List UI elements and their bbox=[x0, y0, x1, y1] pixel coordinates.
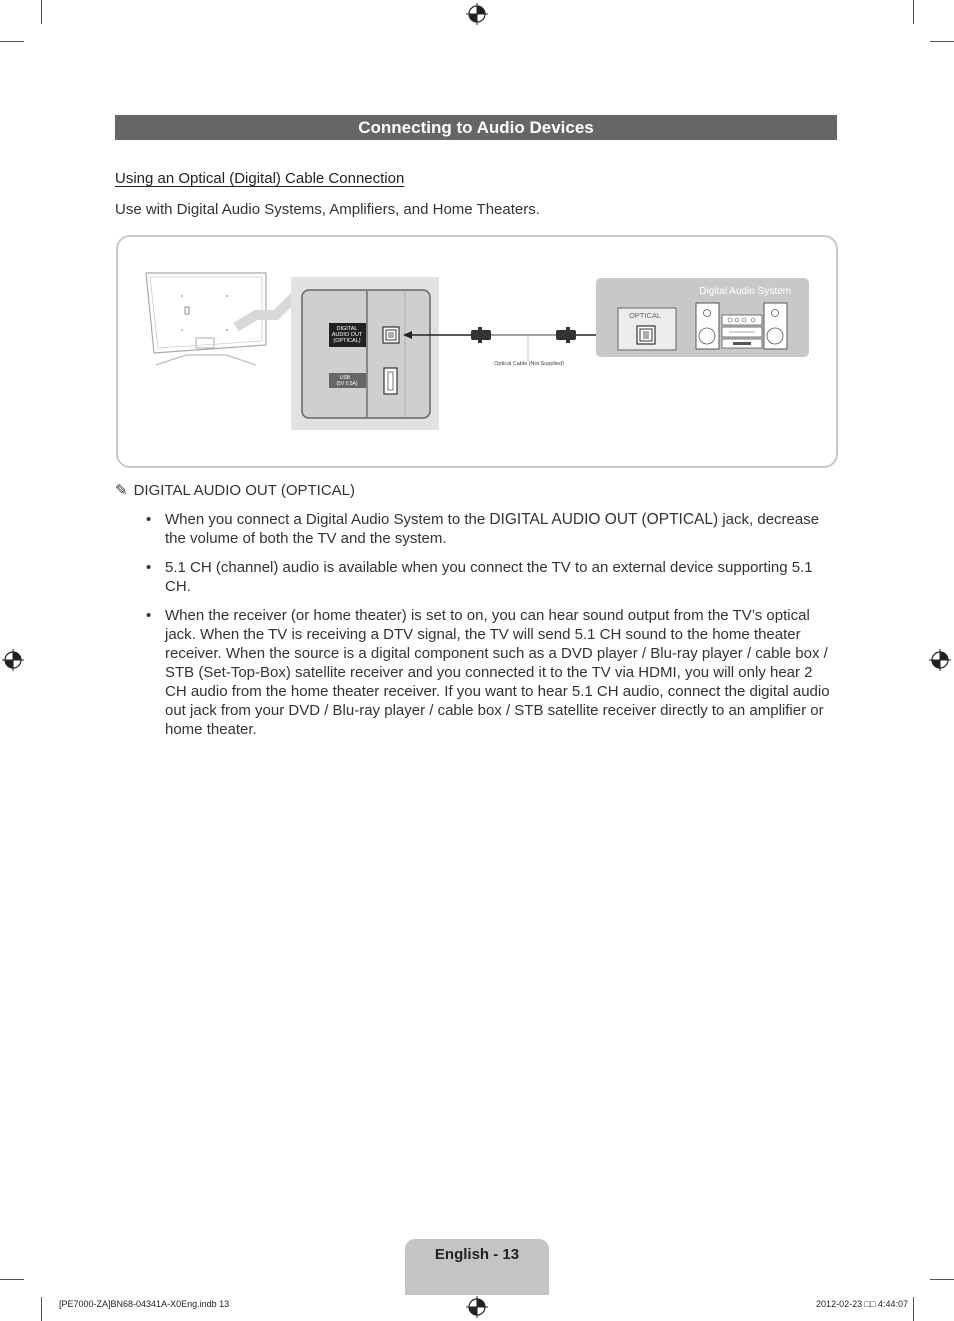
bullet-icon: • bbox=[146, 511, 152, 528]
crop-mark bbox=[913, 0, 914, 24]
subheading: Using an Optical (Digital) Cable Connection bbox=[115, 170, 405, 187]
crop-mark bbox=[930, 1279, 954, 1280]
digital-audio-out-label-2: AUDIO OUT bbox=[331, 332, 363, 338]
usb-label-1: USB bbox=[339, 375, 351, 381]
registration-mark-icon bbox=[466, 3, 488, 25]
footer-timestamp: 2012-02-23 □□ 4:44:07 bbox=[816, 1299, 908, 1309]
tv-back-icon bbox=[146, 273, 296, 365]
list-item bbox=[140, 606, 832, 739]
bullet-icon: • bbox=[146, 607, 152, 624]
bullet-text: When you connect a Digital Audio System to the bbox=[165, 511, 490, 528]
bullet-text: 5.1 CH (channel) audio is available when you connect the TV to an external device supporting 5.1 CH. bbox=[165, 559, 813, 595]
crop-mark bbox=[41, 0, 42, 24]
bullet-text: jack, decrease the volume of both the TV and the system. bbox=[165, 511, 820, 547]
digital-audio-out-label-3: (OPTICAL) bbox=[333, 338, 361, 344]
bullet-text: When the receiver (or home theater) is set to on, you can hear sound output from the TV’s optical jack. When the TV is receiving a DTV signal, the TV will send 5.1 CH sound to the home theater receiver. When the source is a digital component such as a DVD player / Blu-ray player / cable box / STB (Set-Top-Box) satellite receiver and you connected it to the TV via HDMI, you will only hear 2 CH audio from the home theater receiver. If you want to hear 5.1 CH audio, connect the digital audio out jack from your DVD / Blu-ray player / cable box / STB satellite receiver directly to an amplifier or home theater. bbox=[165, 607, 830, 738]
digital-audio-out-label-1: DIGITAL bbox=[336, 326, 358, 332]
crop-mark bbox=[0, 1279, 24, 1280]
intro-text: Use with Digital Audio Systems, Amplifiers, and Home Theaters. bbox=[115, 201, 540, 218]
optical-input-icon bbox=[637, 326, 655, 344]
crop-mark bbox=[41, 1297, 42, 1321]
registration-mark-icon bbox=[466, 1296, 488, 1318]
note-heading bbox=[115, 481, 355, 499]
bullet-icon: • bbox=[146, 559, 152, 576]
section-title: Connecting to Audio Devices bbox=[115, 115, 837, 140]
optical-port-label: OPTICAL bbox=[628, 311, 662, 320]
cable-label: Optical Cable (Not Supplied) bbox=[494, 361, 564, 367]
page-number: English - 13 bbox=[434, 1246, 520, 1263]
registration-mark-icon bbox=[2, 649, 24, 671]
audio-system-label: Digital Audio System bbox=[699, 286, 791, 297]
crop-mark bbox=[913, 1297, 914, 1321]
usb-port-icon bbox=[384, 368, 397, 394]
crop-mark bbox=[0, 41, 24, 42]
bullet-emphasis: DIGITAL AUDIO OUT (OPTICAL) bbox=[489, 511, 719, 528]
connection-diagram-art bbox=[116, 235, 838, 468]
list-item bbox=[140, 558, 832, 596]
usb-label-2: (5V 0.5A) bbox=[336, 381, 358, 387]
footer-file-info: [PE7000-ZA]BN68-04341A-X0Eng.indb 13 bbox=[59, 1299, 230, 1309]
note-bullet-list bbox=[140, 510, 832, 749]
note-heading-text: DIGITAL AUDIO OUT (OPTICAL) bbox=[133, 482, 355, 499]
list-item bbox=[140, 510, 832, 548]
crop-mark bbox=[930, 41, 954, 42]
registration-mark-icon bbox=[929, 649, 951, 671]
pencil-note-icon: ✎ bbox=[115, 482, 128, 499]
optical-port-icon bbox=[383, 327, 399, 343]
